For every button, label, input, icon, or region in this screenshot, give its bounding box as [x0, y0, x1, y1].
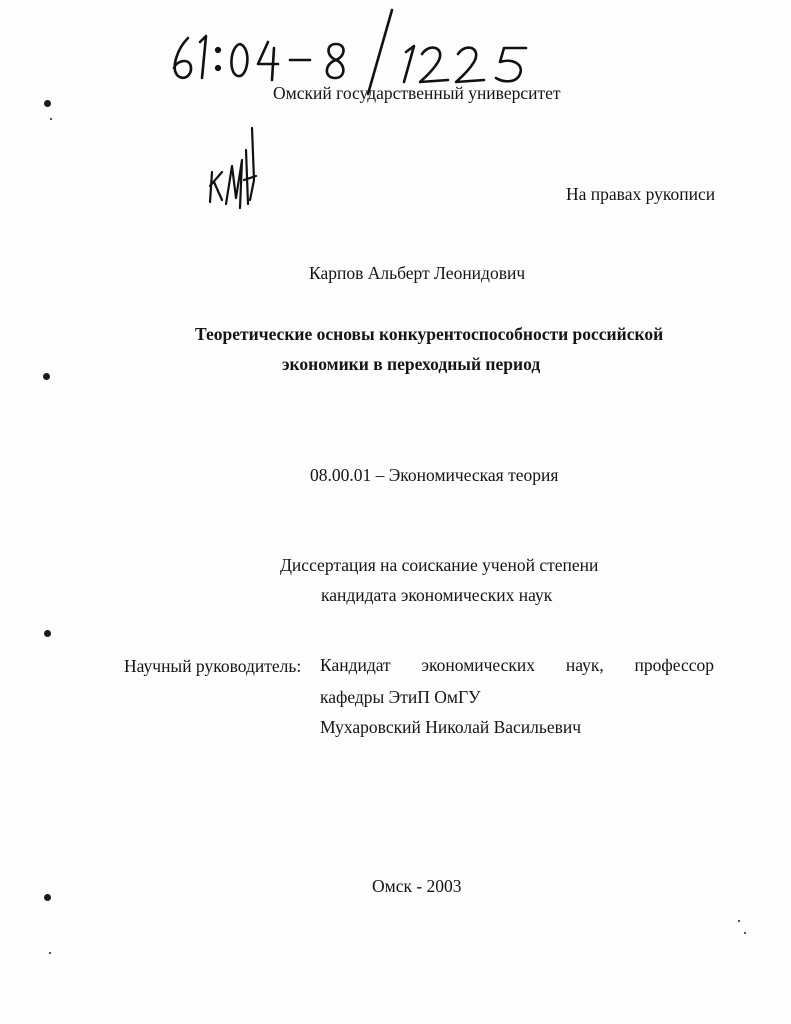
dissertation-title-line-2: экономики в переходный период	[282, 354, 541, 374]
scan-speck	[49, 952, 51, 954]
supervisor-label: Научный руководитель:	[124, 656, 302, 676]
specialty-code: 08.00.01 – Экономическая теория	[310, 465, 559, 485]
handwritten-initials-signature	[200, 120, 270, 215]
supervisor-word: наук,	[565, 655, 604, 675]
supervisor-word: Кандидат	[320, 655, 391, 675]
binding-hole	[44, 100, 51, 107]
dissertation-title-line-1: Теоретические основы конкурентоспособности российской	[195, 324, 664, 344]
supervisor-title-line-2: кафедры ЭтиП ОмГУ	[320, 687, 481, 707]
binding-hole	[44, 894, 51, 901]
binding-hole	[43, 373, 50, 380]
binding-hole	[44, 630, 51, 637]
supervisor-title-line-1	[320, 654, 714, 676]
author-name: Карпов Альберт Леонидович	[309, 263, 526, 283]
degree-line-1: Диссертация на соискание ученой степени	[280, 555, 599, 575]
manuscript-rights-note: На правах рукописи	[566, 184, 716, 204]
scan-speck	[50, 118, 52, 120]
scan-speck	[738, 920, 740, 922]
scan-speck	[744, 932, 746, 934]
university-name: Омский государственный университет	[273, 83, 561, 103]
supervisor-name: Мухаровский Николай Васильевич	[320, 717, 582, 737]
degree-line-2: кандидата экономических наук	[321, 585, 553, 605]
place-and-year: Омск - 2003	[372, 876, 462, 896]
supervisor-word: экономических	[421, 655, 536, 675]
supervisor-word: профессор	[634, 655, 714, 675]
